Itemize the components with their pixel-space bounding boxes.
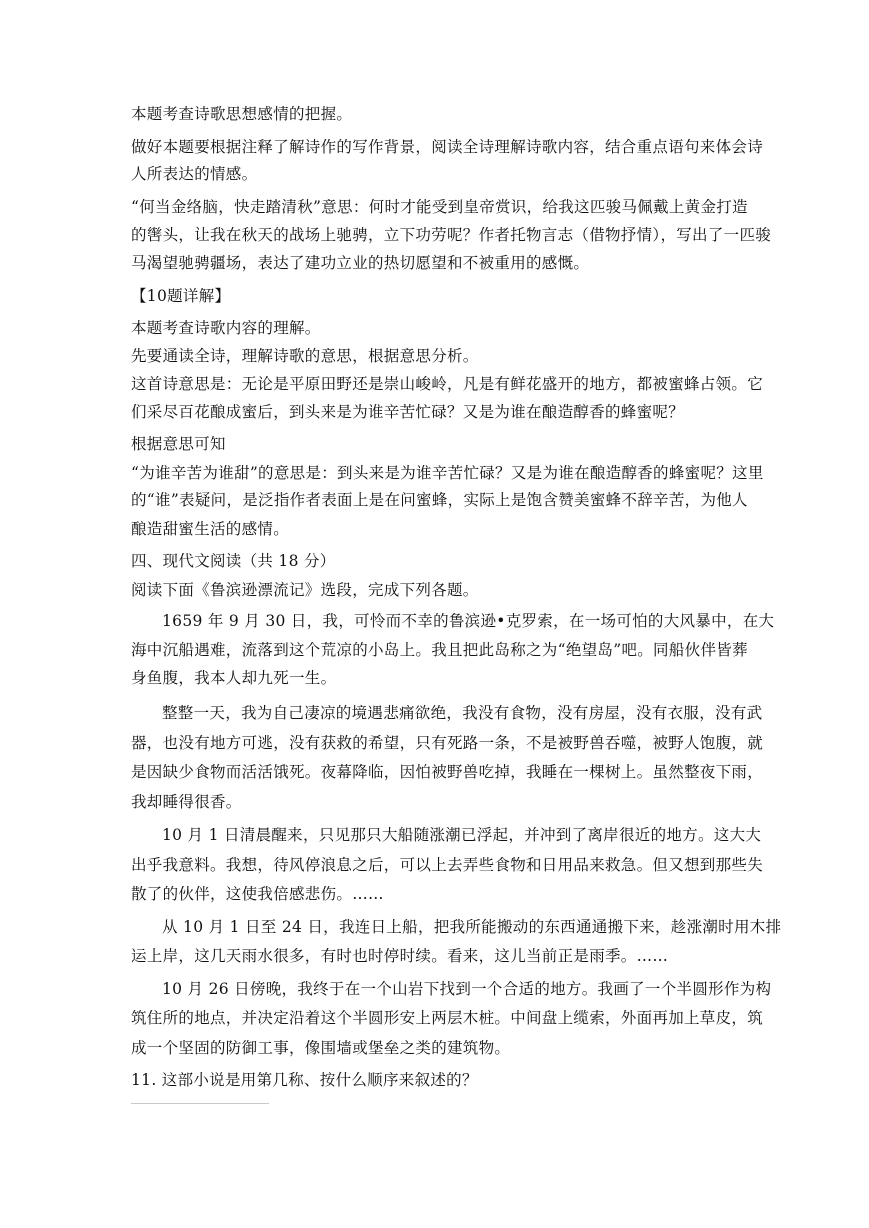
text-line: “何当金络脑，快走踏清秋”意思：何时才能受到皇帝赏识，给我这匹骏马佩戴上黄金打造 [131, 198, 748, 216]
passage-line: 身鱼腹，我本人却九死一生。 [131, 669, 337, 687]
text-line: 根据意思可知 [131, 435, 226, 453]
text-line: 人所表达的情感。 [131, 165, 258, 183]
passage-line: 筑住所的地点，并决定沿着这个半圆形安上两层木桩。中间盘上缆索，外面再加上草皮，筑 [131, 1009, 764, 1027]
passage-line: 从 10 月 1 日至 24 日，我连日上船，把我所能搬动的东西通通搬下来，趁涨潮时用木排 [162, 918, 782, 936]
text-line: 先要通读全诗，理解诗歌的意思，根据意思分析。 [131, 347, 479, 365]
text-line: 的辔头，让我在秋天的战场上驰骋，立下功劳呢？作者托物言志（借物抒情），写出了一匹骏 [131, 226, 772, 244]
text-line: 本题考查诗歌内容的理解。 [131, 319, 321, 337]
text-line: “为谁辛苦为谁甜”的意思是：到头来是为谁辛苦忙碌？又是为谁在酿造醇香的蜂蜜呢？这里 [131, 464, 764, 482]
passage-line: 我却睡得很香。 [131, 793, 242, 811]
text-line: 们采尽百花酿成蜜后，到头来是为谁辛苦忙碌？又是为谁在酿造醇香的蜂蜜呢？ [131, 403, 685, 421]
passage-line: 海中沉船遇难，流落到这个荒凉的小岛上。我且把此岛称之为“绝望岛”吧。同船伙伴皆葬 [131, 641, 748, 659]
passage-line: 10 月 26 日傍晚，我终于在一个山岩下找到一个合适的地方。我画了一个半圆形作为构 [162, 980, 772, 998]
text-line: 酿造甜蜜生活的感情。 [131, 520, 290, 538]
text-line: 阅读下面《鲁滨逊漂流记》选段，完成下列各题。 [131, 581, 479, 599]
text-line: 马渴望驰骋疆场，表达了建功立业的热切愿望和不被重用的感慨。 [131, 254, 590, 272]
passage-line: 器，也没有地方可逃，没有获救的希望，只有死路一条，不是被野兽吞噬，被野人饱腹，就 [131, 734, 764, 752]
passage-line: 10 月 1 日清晨醒来，只见那只大船随涨潮已浮起，并冲到了离岸很近的地方。这大大 [162, 826, 762, 844]
answer-blank-line [131, 1103, 269, 1104]
section-heading: 【10题详解】 [131, 287, 231, 305]
passage-line: 整整一天，我为自己凄凉的境遇悲痛欲绝，我没有食物，没有房屋，没有衣服，没有武 [162, 704, 763, 722]
passage-line: 1659 年 9 月 30 日，我，可怜而不幸的鲁滨逊•克罗索，在一场可怕的大风暴中，在大 [162, 612, 775, 630]
question-11: 11. 这部小说是用第几称、按什么顺序来叙述的？ [131, 1071, 478, 1089]
text-line: 这首诗意思是：无论是平原田野还是崇山峻岭，凡是有鲜花盛开的地方，都被蜜蜂占领。它 [131, 375, 764, 393]
passage-line: 成一个坚固的防御工事，像围墙或堡垒之类的建筑物。 [131, 1039, 511, 1057]
text-line: 本题考查诗歌思想感情的把握。 [131, 105, 353, 123]
passage-line: 散了的伙伴，这使我倍感悲伤。…… [131, 885, 384, 903]
passage-line: 运上岸，这几天雨水很多，有时也时停时续。看来，这儿当前正是雨季。…… [131, 947, 669, 965]
section-heading: 四、现代文阅读（共 18 分） [131, 552, 336, 570]
text-line: 的“谁”表疑问，是泛指作者表面上是在问蜜蜂，实际上是饱含赞美蜜蜂不辞辛苦，为他人 [131, 491, 748, 509]
text-line: 做好本题要根据注释了解诗作的写作背景，阅读全诗理解诗歌内容，结合重点语句来体会诗 [131, 138, 764, 156]
passage-line: 是因缺少食物而活活饿死。夜幕降临，因怕被野兽吃掉，我睡在一棵树上。虽然整夜下雨， [131, 763, 764, 781]
passage-line: 出乎我意料。我想，待风停浪息之后，可以上去弄些食物和日用品来救急。但又想到那些失 [131, 856, 764, 874]
